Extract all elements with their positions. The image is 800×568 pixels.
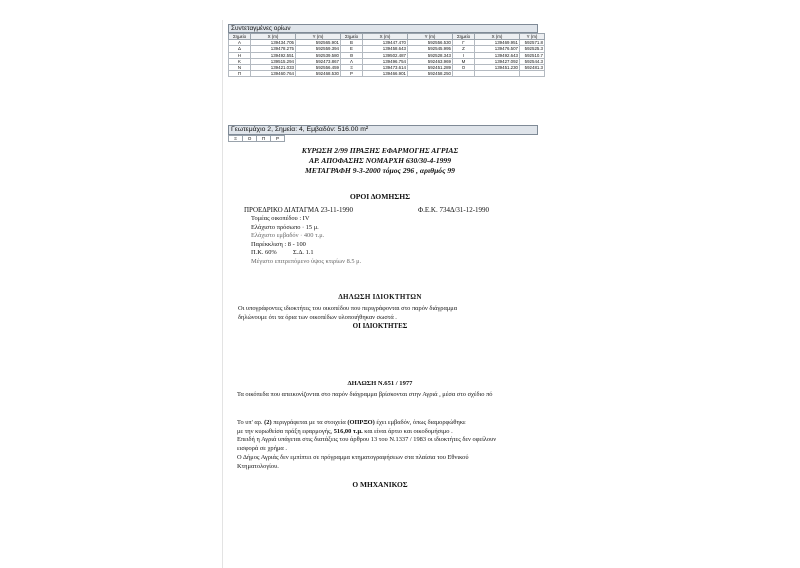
table-cell: Ξ [341, 65, 363, 71]
table-cell: Ι [453, 52, 475, 58]
table-cell: 139492.643 [475, 52, 520, 58]
table-cell: 139451.230 [475, 65, 520, 71]
table-cell: 139478.275 [251, 46, 296, 52]
table-cell: 139466.901 [363, 71, 408, 77]
owners-title: ΔΗΛΩΣΗ ΙΔΙΟΚΤΗΤΩΝ [338, 293, 422, 301]
parcel-point: Π [257, 136, 271, 142]
column-header: Σημείο [229, 34, 251, 40]
decree-label: ΠΡΟΕΔΡΙΚΟ ΔΙΑΤΑΓΜΑ 23-11-1990 [244, 206, 353, 214]
terms-height: Μέγιστο επιτρεπόμενο ύψος κτιρίων 8.5 μ. [251, 258, 362, 265]
coordinates-table [228, 24, 543, 77]
terms-far: Σ.Δ. 1.1 [293, 249, 314, 256]
document-header [222, 146, 538, 176]
owners-signature: ΟΙ ΙΔΙΟΚΤΗΤΕΣ [352, 322, 408, 330]
table-cell: 592539.580 [296, 52, 341, 58]
coordinates-header-row [229, 34, 545, 40]
body-l1-pre: Το υπ' αρ. [237, 419, 263, 426]
declaration-text: Τα οικόπεδα που απεικονίζονται στο παρόν διάγραμμα βρίσκονται στην Αγριά , μέσα στο σχέδιο πό [237, 391, 493, 398]
body-line-1 [237, 419, 466, 426]
table-cell: 139421.033 [251, 65, 296, 71]
header-line-2: ΑΡ. ΑΠΟΦΑΣΗΣ ΝΟΜΑΡΧΗ 630/30-4-1999 [308, 156, 452, 165]
table-cell: 139496.754 [363, 58, 408, 64]
body-line-4: εισφορά σε χρήμα . [237, 445, 287, 452]
table-row [229, 52, 545, 58]
table-cell: 139460.764 [251, 71, 296, 77]
column-header: Y (m) [296, 34, 341, 40]
header-line-3: ΜΕΤΑΓΡΑΦΗ 9-3-2000 τόμος 296 , αριθμός 99 [305, 166, 455, 175]
table-cell: 592528.343 [408, 52, 453, 58]
terms-title: ΟΡΟΙ ΔΟΜΗΣΗΣ [349, 192, 411, 201]
body-l1-post: έχει εμβαδόν, όπως διαμορφώθηκε [376, 419, 466, 426]
table-cell: 592556.530 [408, 40, 453, 46]
table-cell: Ο [453, 65, 475, 71]
terms-coverage: Π.Κ. 60% [251, 249, 277, 256]
table-cell: 139515.294 [251, 58, 296, 64]
body-line-2 [237, 428, 453, 435]
table-cell: 139492.551 [251, 52, 296, 58]
table-row [229, 71, 545, 77]
column-header: Σημείο [453, 34, 475, 40]
body-l2-area: 516,00 τ.μ. [333, 428, 363, 435]
table-cell: 592510.7 [520, 52, 545, 58]
table-cell: 592565.901 [296, 40, 341, 46]
body-line-5: Ο Δήμος Αγριάς δεν εμπίπτει σε πρόγραμμα κτηματογραφήσεων στα πλαίσια του Εθνικού [237, 454, 469, 461]
engineer-signature: Ο ΜΗΧΑΝΙΚΟΣ [352, 480, 408, 489]
table-cell: Β [341, 40, 363, 46]
terms-area: Ελάχιστο εμβαδόν · 400 τ.μ. [251, 232, 325, 239]
terms-frontage: Ελάχιστο πρόσωπο · 15 μ. [251, 224, 319, 231]
column-header: Y (m) [408, 34, 453, 40]
table-cell: Γ [453, 40, 475, 46]
parcel-table [228, 125, 538, 142]
body-l1-mid: περιγράφεται με τα στοιχεία [273, 419, 346, 426]
table-cell: 592544.3 [520, 58, 545, 64]
table-cell [475, 71, 520, 77]
table-cell: Ε [341, 46, 363, 52]
terms-setback: Παρέκκλιση : 8 - 100 [251, 241, 306, 248]
table-cell: 592451.289 [408, 65, 453, 71]
declaration-title: ΔΗΛΩΣΗ Ν.651 / 1977 [347, 380, 413, 387]
body-l2-pre: με την κυρωθείσα πράξη εφαρμογής, [237, 428, 333, 435]
table-cell: Ζ [453, 46, 475, 52]
body-l1-number: (2) [264, 419, 272, 426]
body-l2-post: και είναι άρτιο και οικοδομήσιμο . [364, 428, 453, 435]
column-header: Y (m) [520, 34, 545, 40]
table-cell: 592481.3 [520, 65, 545, 71]
parcel-point: Ξ [229, 136, 243, 142]
body-line-6: Κτηματολογίου. [237, 463, 279, 470]
coordinates-table-title: Συντεταγμένες ορίων [228, 24, 538, 33]
table-cell: 139447.470 [363, 40, 408, 46]
table-cell [520, 71, 545, 77]
table-cell: 592473.867 [296, 58, 341, 64]
parcel-point: Ο [243, 136, 257, 142]
parcel-table-title: Γεωτεμάχιο 2, Σημεία: 4, Εμβαδόν: 516.00 m² [228, 125, 538, 135]
table-cell: 592468.530 [296, 71, 341, 77]
table-cell: Θ [341, 52, 363, 58]
table-cell: 592545.995 [408, 46, 453, 52]
table-cell: 139502.487 [363, 52, 408, 58]
coordinates-grid [228, 33, 545, 77]
table-cell: Π [229, 71, 251, 77]
table-row [229, 40, 545, 46]
table-cell: 592525.3 [520, 46, 545, 52]
table-row [229, 58, 545, 64]
table-cell: Μ [453, 58, 475, 64]
table-cell: Ν [229, 65, 251, 71]
table-cell: 139469.951 [475, 40, 520, 46]
table-cell: Κ [229, 58, 251, 64]
table-cell: 592463.969 [408, 58, 453, 64]
table-cell: 139458.643 [363, 46, 408, 52]
body-l1-points: (ΟΠΡΞΟ) [347, 419, 375, 426]
column-header: Σημείο [341, 34, 363, 40]
owners-text-1: Οι υπογράφοντες ιδιοκτήτες του οικοπέδου που περιγράφονται στο παρόν διάγραμμα [238, 305, 458, 312]
owners-text-2: δηλώνουμε ότι τα όρια των οικοπέδων υλοποιήθηκαν σωστά . [238, 314, 397, 321]
column-header: X (m) [363, 34, 408, 40]
table-cell: 592458.250 [408, 71, 453, 77]
table-cell: 139427.092 [475, 58, 520, 64]
table-cell: 139473.614 [363, 65, 408, 71]
body-line-3: Επειδή η Αγριά υπάγεται στις διατάξεις του άρθρου 13 του Ν.1337 / 1983 οι ιδιοκτήτες δεν οφείλουν [237, 436, 497, 443]
table-cell: Η [229, 52, 251, 58]
table-cell: Δ [229, 46, 251, 52]
table-cell: 592571.8 [520, 40, 545, 46]
table-row [229, 46, 545, 52]
table-cell: 592556.459 [296, 65, 341, 71]
table-cell: Λ [341, 58, 363, 64]
column-header: X (m) [251, 34, 296, 40]
header-line-1: ΚΥΡΩΣΗ 2/99 ΠΡΑΞΗΣ ΕΦΑΡΜΟΓΗΣ ΑΓΡΙΑΣ [301, 146, 459, 155]
terms-sector: Τομέας οικοπέδου : IV [251, 215, 310, 222]
parcel-points [228, 135, 285, 142]
column-header: X (m) [475, 34, 520, 40]
parcel-point: Ρ [271, 136, 285, 142]
fek-label: Φ.Ε.Κ. 734Δ/31-12-1990 [418, 206, 490, 214]
table-cell: 139476.507 [475, 46, 520, 52]
table-cell [453, 71, 475, 77]
table-row [229, 65, 545, 71]
table-cell: Α [229, 40, 251, 46]
table-cell: 139434.705 [251, 40, 296, 46]
table-cell: Ρ [341, 71, 363, 77]
table-cell: 592559.394 [296, 46, 341, 52]
